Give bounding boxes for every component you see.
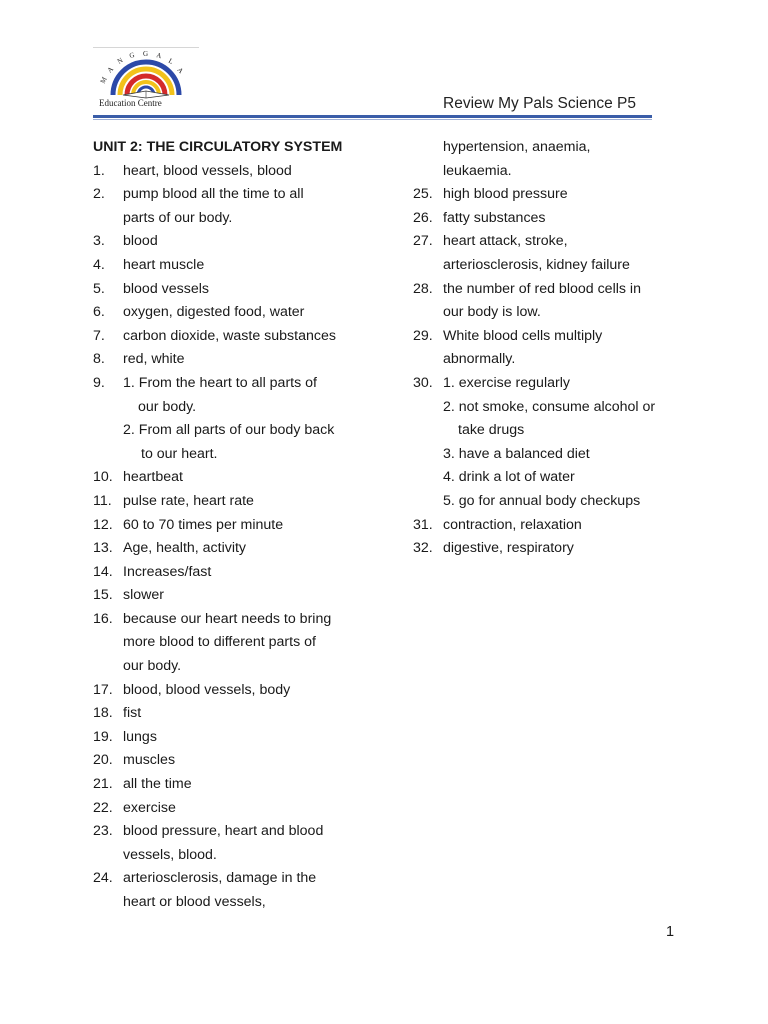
answer-text: hypertension, anaemia, <box>443 139 591 155</box>
answer-number: 6. <box>93 304 105 321</box>
answer-line <box>93 515 393 539</box>
answer-line <box>93 538 393 562</box>
answer-text: muscles <box>123 752 176 769</box>
answer-text: heart, blood vessels, blood <box>123 162 292 179</box>
answer-text: Age, health, activity <box>123 540 247 557</box>
answer-text: 60 to 70 times per minute <box>123 516 284 533</box>
answer-number: 4. <box>93 256 105 273</box>
answer-line <box>413 491 713 515</box>
answer-number: 15. <box>93 587 113 604</box>
answer-text: red, white <box>123 351 185 368</box>
answer-text: blood vessels <box>123 280 209 297</box>
answer-line <box>93 727 393 751</box>
answer-text: blood, blood vessels, body <box>123 681 291 698</box>
answer-line <box>413 184 713 208</box>
answer-line <box>93 255 393 279</box>
answer-number: 1. <box>93 162 105 179</box>
answer-text: exercise <box>123 799 176 816</box>
answer-number: 9. <box>93 374 105 391</box>
answer-line <box>93 373 393 397</box>
answer-line <box>413 444 713 468</box>
answer-line <box>413 208 713 232</box>
answer-text: lungs <box>123 728 157 745</box>
answer-number: 32. <box>413 540 433 557</box>
page-number: 1 <box>666 924 675 940</box>
answer-line <box>93 279 393 303</box>
answer-text: pump blood all the time to all <box>123 186 304 203</box>
answer-number: 14. <box>93 563 113 580</box>
answer-number: 26. <box>413 209 433 226</box>
logo-arc-letter: M <box>98 75 109 85</box>
answer-text: 1. From the heart to all parts of <box>123 374 317 391</box>
answer-number: 13. <box>93 540 113 557</box>
answer-text: arteriosclerosis, kidney failure <box>443 256 630 273</box>
answer-line <box>93 161 393 185</box>
answer-line <box>93 420 393 444</box>
answer-line <box>93 585 393 609</box>
answer-number: 17. <box>93 681 113 698</box>
answer-text: all the time <box>123 776 192 793</box>
answer-line <box>413 538 713 562</box>
answer-line <box>413 420 713 444</box>
answer-number: 12. <box>93 516 113 533</box>
answer-number: 28. <box>413 280 433 297</box>
answer-number: 24. <box>93 870 113 887</box>
answer-text: blood pressure, heart and blood <box>123 823 324 840</box>
answer-line <box>93 656 393 680</box>
answer-number: 19. <box>93 728 113 745</box>
answer-line <box>93 632 393 656</box>
answer-line <box>93 892 393 916</box>
answer-line <box>93 798 393 822</box>
answer-number: 7. <box>93 327 105 344</box>
unit-title: UNIT 2: THE CIRCULATORY SYSTEM <box>93 139 343 155</box>
answer-text: 2. From all parts of our body back <box>123 422 335 439</box>
logo-arc-letter: A <box>175 65 185 76</box>
answer-line <box>413 255 713 279</box>
answer-line <box>93 774 393 798</box>
answer-text: 3. have a balanced diet <box>443 445 590 462</box>
answer-text: our body is low. <box>443 304 541 321</box>
answer-text: digestive, respiratory <box>443 540 574 557</box>
answer-number: 29. <box>413 327 433 344</box>
answer-text: fist <box>123 705 142 722</box>
answer-text: 1. exercise regularly <box>443 374 570 391</box>
answer-line <box>93 868 393 892</box>
answer-number: 20. <box>93 752 113 769</box>
answer-text: heart muscle <box>123 256 205 273</box>
answer-number: 22. <box>93 799 113 816</box>
answer-line <box>413 279 713 303</box>
answer-line <box>93 491 393 515</box>
answer-number: 30. <box>413 374 433 391</box>
answer-text: 5. go for annual body checkups <box>443 492 641 509</box>
answer-text: to our heart. <box>141 445 218 462</box>
answer-number: 11. <box>93 492 112 509</box>
answer-text: leukaemia. <box>443 162 512 179</box>
logo <box>93 47 199 113</box>
answer-line <box>93 562 393 586</box>
answer-text: high blood pressure <box>443 186 568 203</box>
answer-line <box>93 184 393 208</box>
answer-line <box>413 326 713 350</box>
answer-text: more blood to different parts of <box>123 634 316 651</box>
header-rule-thin <box>93 119 652 120</box>
answer-text: the number of red blood cells in <box>443 280 641 297</box>
answer-number: 5. <box>93 280 105 297</box>
answer-text: abnormally. <box>443 351 516 368</box>
answer-number: 23. <box>93 823 113 840</box>
answer-text: fatty substances <box>443 209 546 226</box>
answer-number: 3. <box>93 233 105 250</box>
answer-line <box>413 302 713 326</box>
answer-text: blood <box>123 233 158 250</box>
answer-line <box>93 680 393 704</box>
answer-line <box>93 609 393 633</box>
answer-line <box>93 467 393 491</box>
answer-number: 8. <box>93 351 105 368</box>
answer-text: our body. <box>123 658 182 675</box>
answer-number: 31. <box>413 516 433 533</box>
answer-line <box>93 231 393 255</box>
answer-line <box>413 231 713 255</box>
answer-text: oxygen, digested food, water <box>123 304 305 321</box>
logo-arc-letter: G <box>143 50 149 58</box>
answer-line <box>93 845 393 869</box>
answer-line <box>413 349 713 373</box>
answer-text: heart attack, stroke, <box>443 233 568 250</box>
answer-line <box>93 444 393 468</box>
answer-number: 25. <box>413 186 433 203</box>
page-title: Review My Pals Science P5 <box>443 95 636 112</box>
answer-number: 27. <box>413 233 433 250</box>
answer-line <box>413 161 713 185</box>
answer-line <box>93 703 393 727</box>
answer-line <box>413 515 713 539</box>
answer-number: 2. <box>93 186 105 203</box>
logo-name: Education Centre <box>99 98 162 108</box>
answer-line <box>413 373 713 397</box>
answer-text: heart or blood vessels, <box>123 894 266 910</box>
answer-number: 21. <box>93 776 113 793</box>
answer-line <box>413 467 713 491</box>
logo-arc-letter: A <box>155 51 163 61</box>
answer-text: pulse rate, heart rate <box>123 492 254 509</box>
answer-text: contraction, relaxation <box>443 516 582 533</box>
answer-text: White blood cells multiply <box>443 327 603 344</box>
answer-text: 2. not smoke, consume alcohol or <box>443 398 656 415</box>
answer-text: Increases/fast <box>123 563 212 580</box>
answer-text: 4. drink a lot of water <box>443 469 575 486</box>
logo-arc-letter: L <box>167 56 175 66</box>
answer-line <box>93 821 393 845</box>
answer-text: parts of our body. <box>123 209 233 226</box>
answer-column-left <box>93 137 393 916</box>
answer-list-right <box>413 137 713 562</box>
answer-text: arteriosclerosis, damage in the <box>123 870 317 887</box>
answer-number: 10. <box>93 469 113 486</box>
answer-line <box>93 750 393 774</box>
answer-line <box>93 397 393 421</box>
answer-text: because our heart needs to bring <box>123 610 332 627</box>
logo-arc-letter: N <box>116 56 125 66</box>
answer-line <box>93 302 393 326</box>
answer-text: take drugs <box>458 422 525 439</box>
answer-line <box>93 208 393 232</box>
answer-text: carbon dioxide, waste substances <box>123 327 336 344</box>
answer-number: 18. <box>93 705 113 722</box>
logo-arc-letter: G <box>128 50 136 60</box>
logo-arc-letter: A <box>105 65 115 75</box>
answer-line <box>93 326 393 350</box>
answer-line <box>413 137 713 161</box>
answer-list-left <box>93 161 393 916</box>
answer-text: heartbeat <box>123 469 183 486</box>
answer-text: vessels, blood. <box>123 846 217 863</box>
header-rule <box>93 115 652 118</box>
answer-number: 16. <box>93 610 113 627</box>
answer-line <box>413 397 713 421</box>
answer-text: slower <box>123 587 164 604</box>
answer-line <box>93 349 393 373</box>
answer-column-right <box>413 137 713 562</box>
answer-text: our body. <box>138 398 197 415</box>
